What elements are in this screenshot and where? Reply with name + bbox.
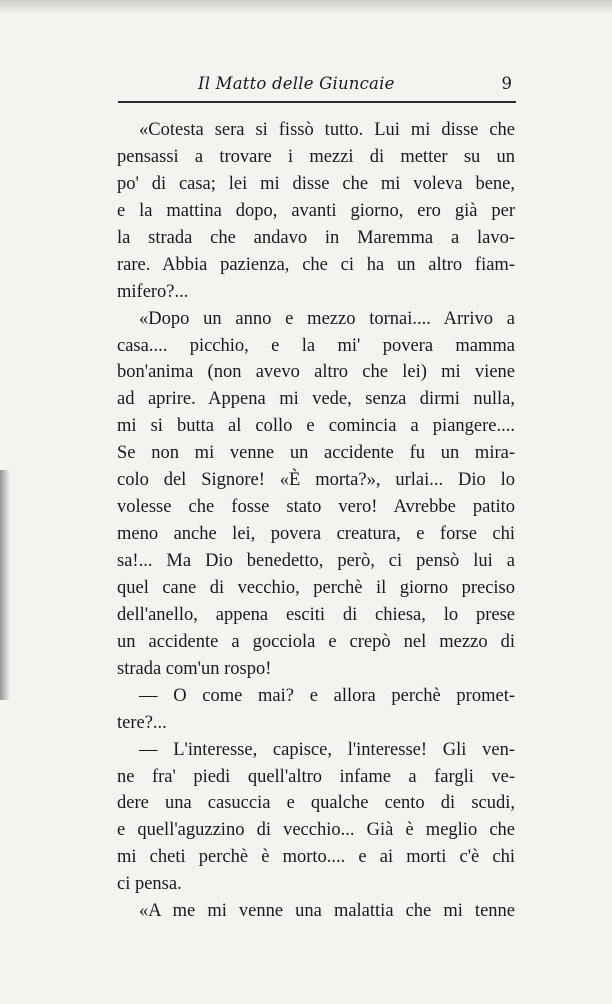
text-line: — L'interesse, capisce, l'interesse! Gli ven- bbox=[139, 739, 515, 760]
page-number: 9 bbox=[501, 74, 512, 93]
text-line: — O come mai? e allora perchè promet- bbox=[139, 685, 515, 706]
text-line: mi cheti perchè è morto.... e ai morti c'è chi bbox=[117, 847, 515, 868]
header-rule bbox=[118, 101, 516, 103]
text-line: tere?... bbox=[117, 712, 167, 733]
text-line: mi si butta al collo e comincia a piangere.... bbox=[117, 416, 515, 437]
text-line: bon'anima (non avevo altro che lei) mi viene bbox=[117, 362, 515, 383]
text-line: po' di casa; lei mi disse che mi voleva bene, bbox=[117, 173, 515, 194]
text-line: un accidente a gocciola e crepò nel mezzo di bbox=[117, 631, 515, 652]
text-line: sa!... Ma Dio benedetto, però, ci pensò lui a bbox=[117, 551, 515, 571]
text-line: quel cane di vecchio, perchè il giorno preciso bbox=[117, 577, 515, 598]
text-line: mifero?... bbox=[117, 281, 189, 302]
text-line: rare. Abbia pazienza, che ci ha un altro fiam- bbox=[117, 254, 515, 275]
text-line: ci pensa. bbox=[117, 874, 182, 895]
text-line: casa.... picchio, e la mi' povera mamma bbox=[117, 335, 515, 356]
text-line: Se non mi venne un accidente fu un mira- bbox=[117, 443, 515, 464]
running-header bbox=[118, 70, 516, 100]
body-text bbox=[117, 117, 515, 925]
text-line: «Dopo un anno e mezzo tornai.... Arrivo a bbox=[139, 308, 515, 329]
text-line: volesse che fosse stato vero! Avrebbe patito bbox=[117, 497, 515, 518]
text-line: pensassi a trovare i mezzi di metter su un bbox=[117, 146, 515, 167]
text-line: colo del Signore! «È morta?», urlai... Dio lo bbox=[117, 470, 515, 491]
text-line: e quell'aguzzino di vecchio... Già è meglio che bbox=[117, 820, 515, 841]
text-line: dell'anello, appena esciti di chiesa, lo prese bbox=[117, 604, 515, 625]
text-line: la strada che andavo in Maremma a lavo- bbox=[117, 227, 515, 248]
running-title: Il Matto delle Giuncaie bbox=[198, 74, 395, 93]
text-line: dere una casuccia e qualche cento di scudi, bbox=[117, 793, 515, 814]
text-line: «Cotesta sera si fissò tutto. Lui mi disse che bbox=[139, 120, 515, 140]
text-line: ad aprire. Appena mi vede, senza dirmi nulla, bbox=[117, 389, 515, 410]
scan-shadow-left bbox=[0, 470, 10, 700]
scan-shadow-top bbox=[0, 0, 612, 14]
text-line: e la mattina dopo, avanti giorno, ero già per bbox=[117, 200, 515, 221]
text-line: meno anche lei, povera creatura, e forse chi bbox=[117, 524, 515, 545]
text-line: strada com'un rospo! bbox=[117, 658, 272, 679]
text-line: ne fra' piedi quell'altro infame a fargli ve- bbox=[117, 766, 515, 787]
text-line: «A me mi venne una malattia che mi tenne bbox=[139, 901, 515, 922]
